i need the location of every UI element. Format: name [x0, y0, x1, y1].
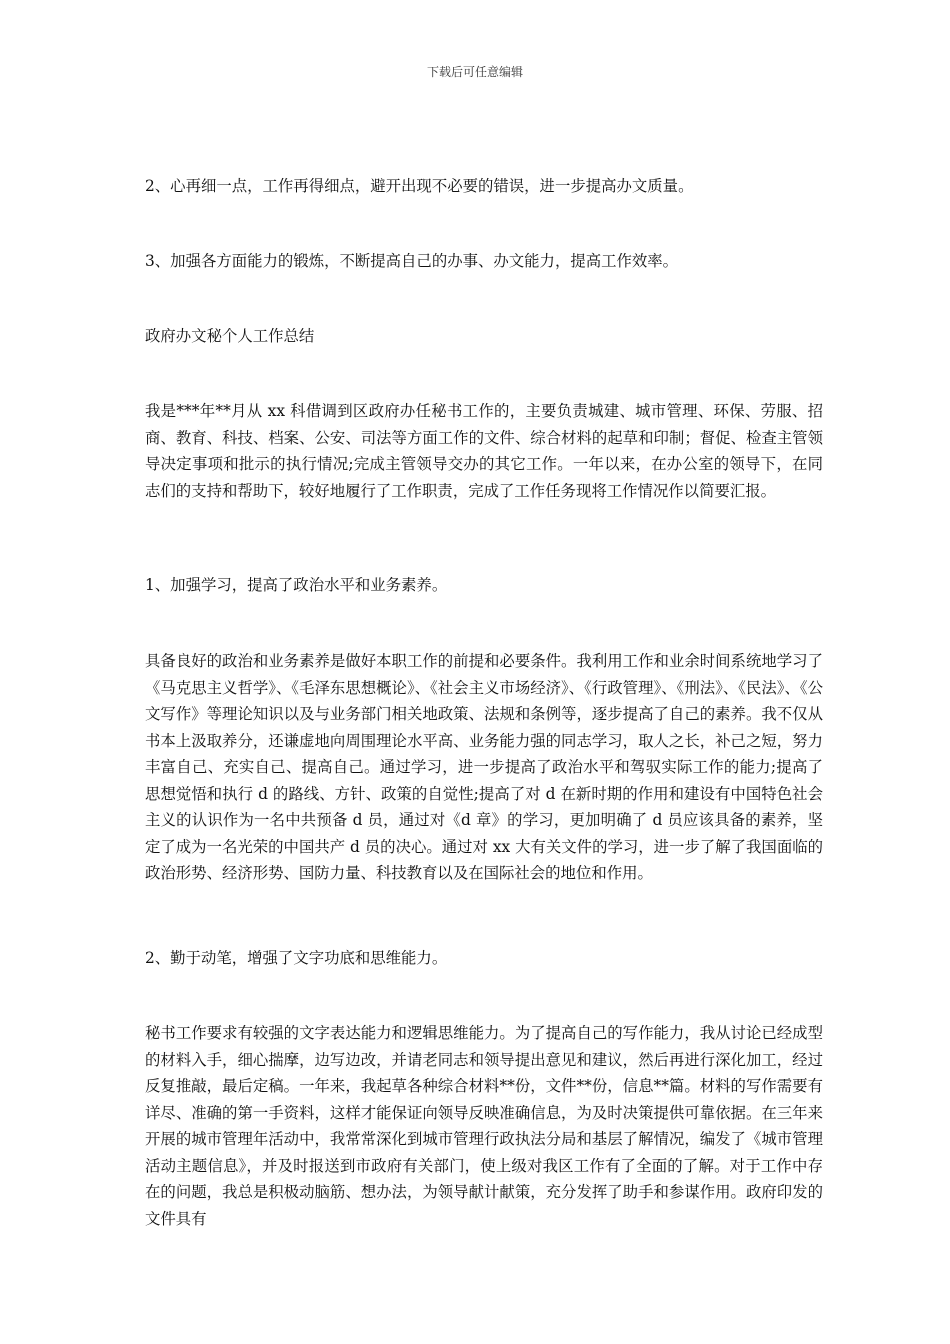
section-2-heading: 2、勤于动笔，增强了文字功底和思维能力。: [145, 949, 448, 967]
intro-paragraph: 我是***年**月从 xx 科借调到区政府办任秘书工作的，主要负责城建、城市管理、环保、劳服、招商、教育、科技、档案、公安、司法等方面工作的文件、综合材料的起草和印制；督促、检查主管领导决定事项和批示的执行情况;完成主管领导交办的其它工作。一年以来，在办公室的领导下，在同志们的支持和帮助下，较好地履行了工作职责，完成了工作任务现将工作情况作以简要汇报。: [145, 402, 823, 500]
document-title: 政府办文秘个人工作总结: [145, 327, 315, 345]
section-1-heading: 1、加强学习，提高了政治水平和业务素养。: [145, 576, 448, 594]
section-2-paragraph: 秘书工作要求有较强的文字表达能力和逻辑思维能力。为了提高自己的写作能力，我从讨论已经成型的材料入手，细心揣摩，边写边改，并请老同志和领导提出意见和建议，然后再进行深化加工，经过反复推敲，最后定稿。一年来，我起草各种综合材料**份，文件**份，信息**篇。材料的写作需要有详尽、准确的第一手资料，这样才能保证向领导反映准确信息，为及时决策提供可靠依据。在三年来开展的城市管理年活动中，我常常深化到城市管理行政执法分局和基层了解情况，编发了《城市管理活动主题信息》，并及时报送到市政府有关部门，使上级对我区工作有了全面的了解。对于工作中存在的问题，我总是积极动脑筋、想办法，为领导献计献策，充分发挥了助手和参谋作用。政府印发的文件具有: [145, 1024, 823, 1228]
section-1-paragraph: 具备良好的政治和业务素养是做好本职工作的前提和必要条件。我利用工作和业余时间系统地学习了《马克思主义哲学》、《毛泽东思想概论》、《社会主义市场经济》、《行政管理》、《刑法》、《民法》、《公文写作》等理论知识以及与业务部门相关地政策、法规和条例等，逐步提高了自己的素养。我不仅从书本上汲取养分，还谦虚地向周围理论水平高、业务能力强的同志学习，取人之长，补己之短，努力丰富自己、充实自己、提高自己。通过学习，进一步提高了政治水平和驾驭实际工作的能力;提高了思想觉悟和执行 d 的路线、方针、政策的自觉性;提高了对 d 在新时期的作用和建设有中国特色社会主义的认识作为一名中共预备 d 员，通过对《d 章》的学习，更加明确了 d 员应该具备的素养，坚定了成为一名光荣的中国共产 d 员的决心。通过对 xx 大有关文件的学习，进一步了解了我国面临的政治形势、经济形势、国防力量、科技教育以及在国际社会的地位和作用。: [145, 652, 823, 882]
page-header-note: 下载后可任意编辑: [426, 65, 523, 79]
item-2-paragraph: 2、心再细一点，工作再得细点，避开出现不必要的错误，进一步提高办文质量。: [145, 177, 694, 195]
item-3-paragraph: 3、加强各方面能力的锻炼，不断提高自己的办事、办文能力，提高工作效率。: [145, 252, 679, 270]
